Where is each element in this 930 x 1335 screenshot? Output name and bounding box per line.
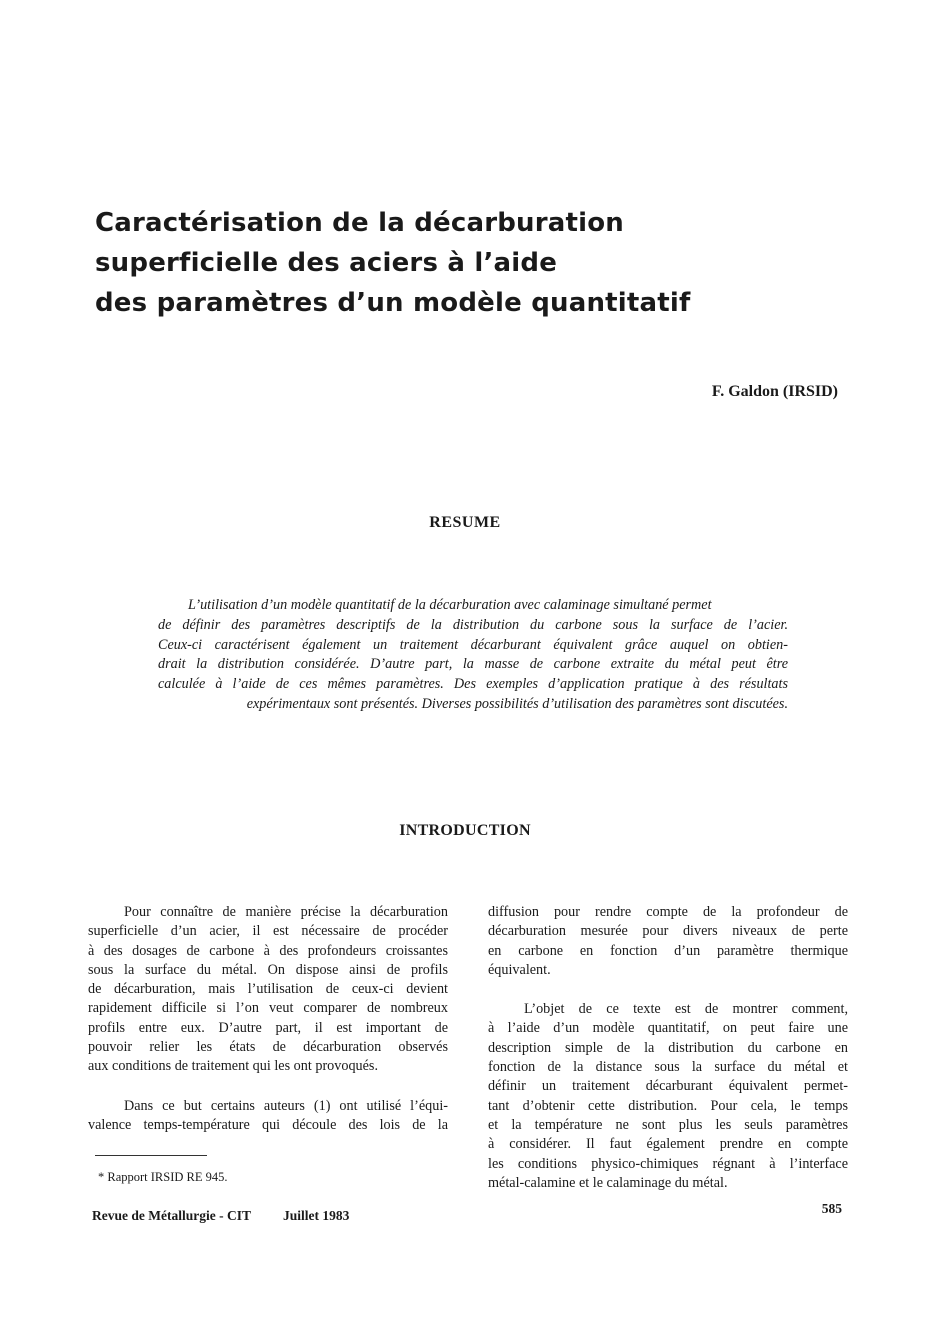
- introduction-heading: INTRODUCTION: [399, 822, 531, 839]
- abstract-line: L’utilisation d’un modèle quantitatif de la décarburation avec calaminage simultané permet: [188, 597, 712, 613]
- body-line: à des dosages de carbone à des profondeurs croissantes: [88, 942, 448, 959]
- body-line: valence temps-température qui découle des lois de la: [88, 1116, 448, 1133]
- abstract-line: drait la distribution considérée. D’autre part, la masse de carbone extraite du métal peut être: [158, 656, 788, 673]
- footnote: * Rapport IRSID RE 945.: [98, 1170, 228, 1184]
- abstract: [158, 596, 788, 715]
- body-line: description simple de la distribution du carbone en: [488, 1039, 848, 1056]
- title-line: des paramètres d’un modèle quantitatif: [95, 288, 691, 318]
- left-column: [88, 903, 448, 1135]
- abstract-line: de définir des paramètres descriptifs de la distribution du carbone sous la surface de l’acier.: [158, 616, 788, 633]
- body-line: pouvoir relier les états de décarburation observés: [88, 1039, 448, 1056]
- body-line: fonction de la distance sous la surface du métal et: [488, 1059, 848, 1076]
- body-line: les conditions physico-chimiques régnant à l’interface: [488, 1155, 848, 1172]
- body-line: décarburation mesurée pour divers niveaux de perte: [488, 923, 848, 940]
- body-line: rapidement difficile si l’on veut comparer de nombreux: [88, 1000, 448, 1017]
- body-line: à considérer. Il faut également prendre en compte: [488, 1136, 848, 1153]
- resume-heading: RESUME: [429, 514, 501, 531]
- abstract-line: Ceux-ci caractérisent également un traitement décarburant équivalent grâce auquel on obtien-: [158, 636, 788, 653]
- body-line: sous la surface du métal. On dispose ainsi de profils: [88, 961, 448, 978]
- body-line: aux conditions de traitement qui les ont provoqués.: [88, 1058, 378, 1075]
- body-line: Dans ce but certains auteurs (1) ont utilisé l’équi-: [124, 1097, 448, 1114]
- abstract-line: expérimentaux sont présentés. Diverses possibilités d’utilisation des paramètres sont discutées.: [246, 695, 788, 712]
- body-line: équivalent.: [488, 961, 551, 978]
- abstract-line: calculée à l’aide de ces mêmes paramètres. Des exemples d’application pratique à des résultats: [158, 676, 788, 693]
- article-title: [95, 203, 715, 323]
- title-line: superficielle des aciers à l’aide: [95, 248, 558, 278]
- body-line: L’objet de ce texte est de montrer comment,: [524, 1001, 848, 1018]
- footnote-divider: [95, 1155, 207, 1156]
- body-line: et la température ne sont plus les seuls paramètres: [488, 1116, 848, 1133]
- body-line: superficielle d’un acier, il est nécessaire de procéder: [88, 923, 448, 940]
- body-line: diffusion pour rendre compte de la profondeur de: [488, 904, 848, 920]
- footer-journal-name: Revue de Métallurgie - CIT: [92, 1208, 251, 1223]
- author-line: F. Galdon (IRSID): [711, 383, 838, 400]
- body-line: définir un traitement décarburant équivalent permet-: [488, 1078, 848, 1095]
- body-line: Pour connaître de manière précise la décarburation: [124, 904, 448, 920]
- right-column: [488, 903, 848, 1193]
- title-line: Caractérisation de la décarburation: [95, 208, 625, 238]
- page-number: 585: [821, 1201, 842, 1216]
- body-line: en carbone en fonction d’un paramètre thermique: [488, 942, 848, 959]
- body-line: métal-calamine et le calaminage du métal.: [488, 1174, 728, 1191]
- body-line: tant d’obtenir cette distribution. Pour cela, le temps: [488, 1097, 848, 1114]
- body-line: profils entre eux. D’autre part, il est important de: [88, 1019, 448, 1036]
- body-line: à l’aide d’un modèle quantitatif, on peut faire une: [488, 1020, 848, 1037]
- body-line: de décarburation, mais l’utilisation de ceux-ci devient: [88, 981, 448, 998]
- footer-issue-date: Juillet 1983: [283, 1208, 350, 1223]
